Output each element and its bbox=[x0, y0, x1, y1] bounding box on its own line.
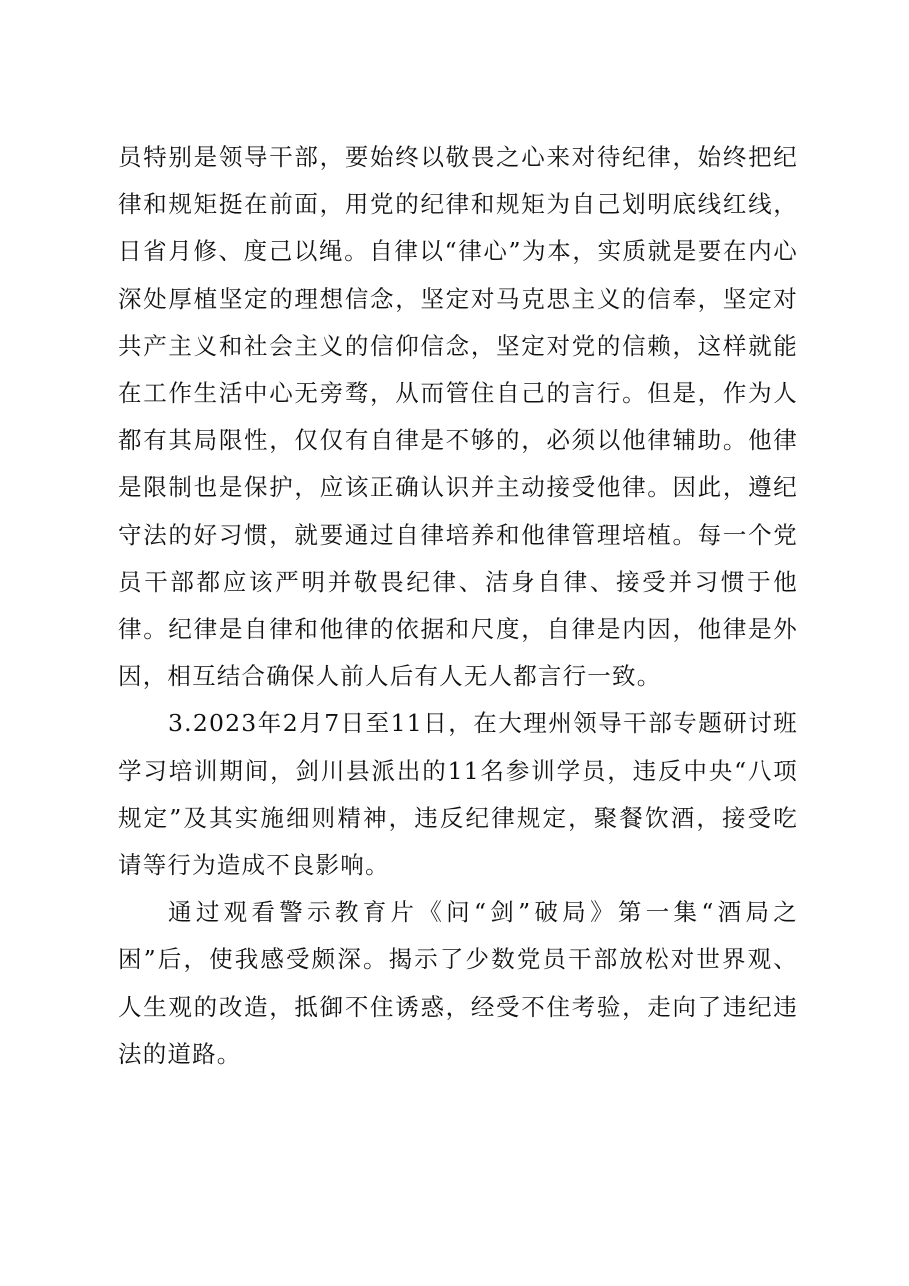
document-body bbox=[118, 134, 798, 1078]
paragraph-case-3: 3.2023年2月7日至11日，在大理州领导干部专题研讨班学习培训期间，剑川县派出的11名参训学员，违反中央“八项规定”及其实施细则精神，违反纪律规定，聚餐饮酒，接受吃请等行为造成不良影响。 bbox=[118, 709, 798, 880]
paragraph-continuation: 员特别是领导干部，要始终以敬畏之心来对待纪律，始终把纪律和规矩挺在前面，用党的纪律和规矩为自己划明底线红线，日省月修、度己以绳。自律以“律心”为本，实质就是要在内心深处厚植坚定的理想信念，坚定对马克思主义的信奉，坚定对共产主义和社会主义的信仰信念，坚定对党的信赖，这样就能在工作生活中心无旁骛，从而管住自己的言行。但是，作为人都有其局限性，仅仅有自律是不够的，必须以他律辅助。他律是限制也是保护，应该正确认识并主动接受他律。因此，遵纪守法的好习惯，就要通过自律培养和他律管理培植。每一个党员干部都应该严明并敬畏纪律、洁身自律、接受并习惯于他律。纪律是自律和他律的依据和尺度，自律是内因，他律是外因，相互结合确保人前人后有人无人都言行一致。 bbox=[118, 143, 798, 691]
paragraph-reflection: 通过观看警示教育片《问“剑”破局》第一集“酒局之困”后，使我感受颇深。揭示了少数党员干部放松对世界观、人生观的改造，抵御不住诱惑，经受不住考验，走向了违纪违法的道路。 bbox=[118, 898, 798, 1068]
